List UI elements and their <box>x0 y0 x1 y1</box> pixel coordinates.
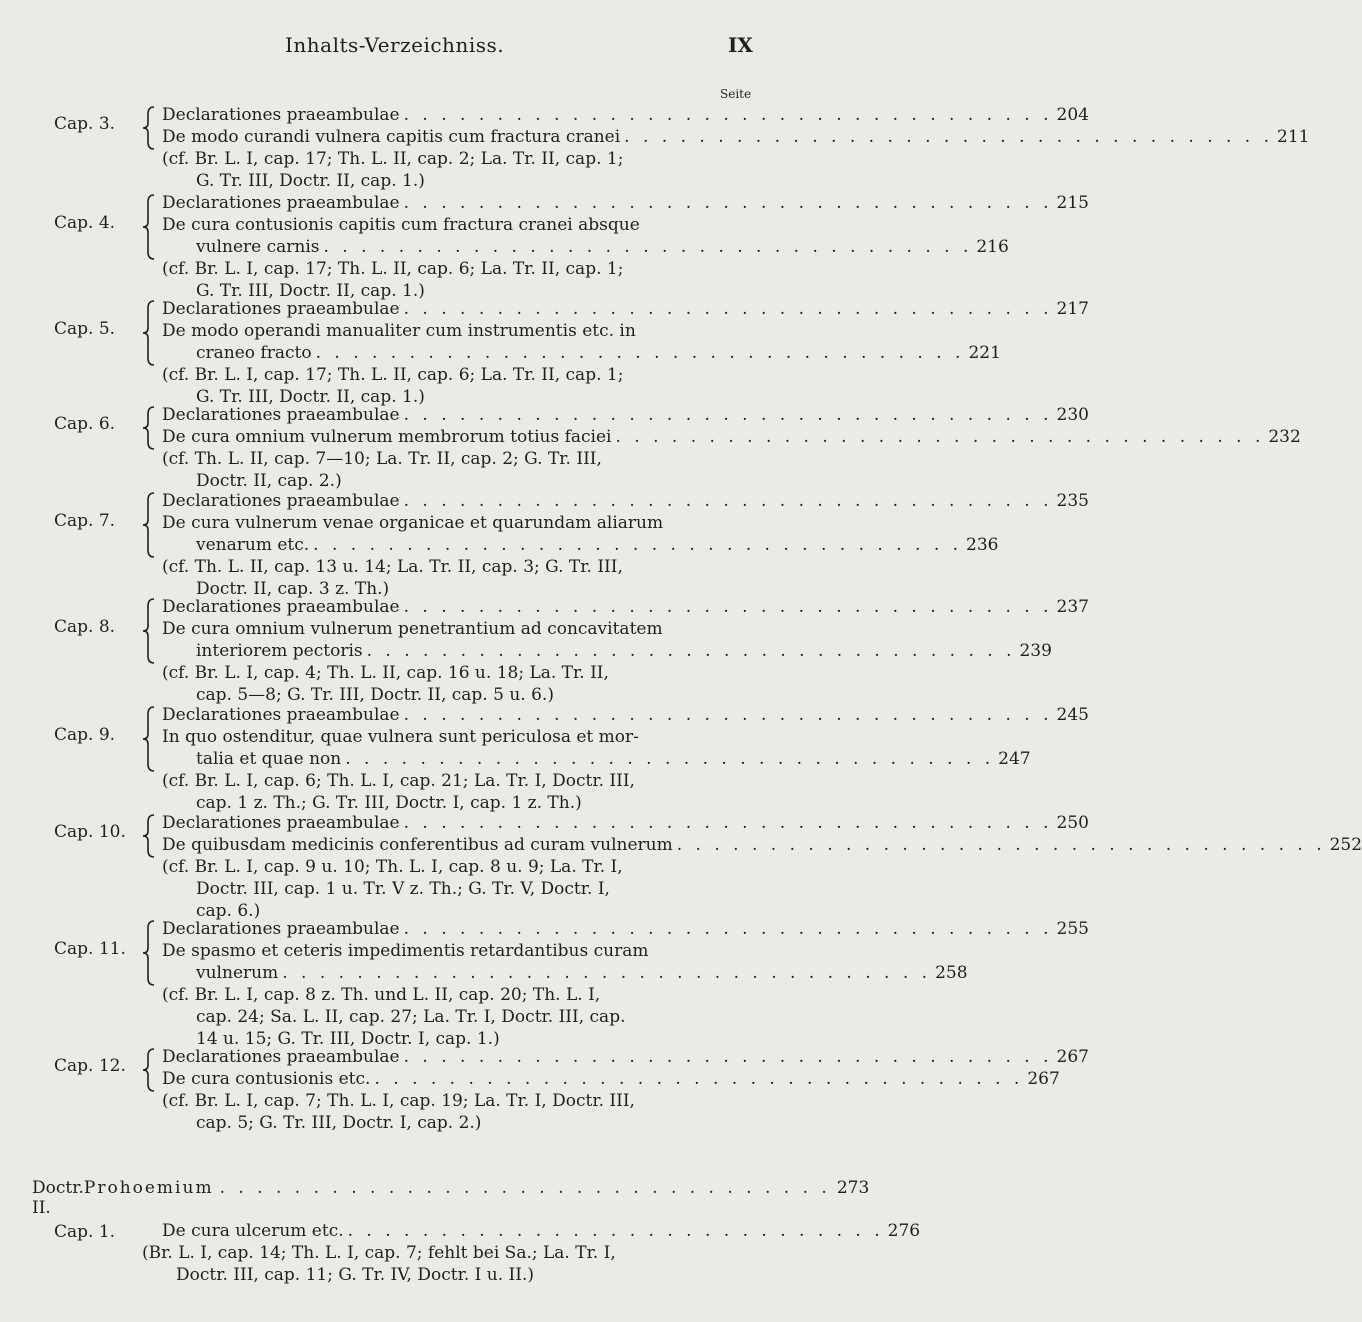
toc-line-page: 239 <box>1019 641 1052 661</box>
toc-line <box>162 1046 1089 1068</box>
chapter-label: Cap. 4. <box>54 213 116 233</box>
leader-dots: . . . . . . . . . . . . . . . . . . . . . . . . . . . . . . . . . . . <box>403 813 1053 833</box>
doctrina-2-row <box>32 1178 870 1218</box>
leader-dots: . . . . . . . . . . . . . . . . . . . . . . . . . . . . . . . . . . . <box>624 127 1274 147</box>
toc-line <box>162 1068 1060 1090</box>
toc-line-page: 230 <box>1056 405 1089 425</box>
toc-line-text: De modo curandi vulnera capitis cum fractura cranei <box>162 127 621 147</box>
toc-line <box>162 192 1089 214</box>
reference-line: 14 u. 15; G. Tr. III, Doctr. I, cap. 1.) <box>196 1029 500 1049</box>
toc-line-text: vulnerum <box>196 963 279 983</box>
toc-line-text: De modo operandi manualiter cum instrumentis etc. in <box>162 321 636 341</box>
chapter-label: Cap. 11. <box>54 939 126 959</box>
toc-line <box>162 596 1089 618</box>
leader-dots: . . . . . . . . . . . . . . . . . . . . . . . . . . . . . . . . . . . <box>403 105 1053 125</box>
brace-icon <box>142 492 156 558</box>
toc-line <box>162 126 1310 148</box>
toc-line-text: Declarationes praeambulae <box>162 919 400 939</box>
toc-line-text: Declarationes praeambulae <box>162 491 400 511</box>
leader-dots: . . . . . . . . . . . . . . . . . . . . . . . . . . . . . . . . . . . <box>403 299 1053 319</box>
reference-line: Doctr. II, cap. 2.) <box>196 471 342 491</box>
toc-line <box>162 704 1089 726</box>
leader-dots: . . . . . . . . . . . . . . . . . . . . . . . . . . . . . . . . . . . <box>282 963 932 983</box>
leader-dots: . . . . . . . . . . . . . . . . . . . . . . . . . . . . . . . . . . . <box>313 535 963 555</box>
toc-line-page: 252 <box>1329 835 1362 855</box>
reference-line: cap. 24; Sa. L. II, cap. 27; La. Tr. I, Doctr. III, cap. <box>196 1007 626 1027</box>
brace-icon <box>142 598 156 664</box>
chapter-label: Cap. 5. <box>54 319 116 339</box>
toc-line-text: talia et quae non <box>196 749 342 769</box>
doctrina-label: Doctr. II. <box>32 1178 84 1218</box>
toc-line-page: 221 <box>968 343 1001 363</box>
toc-line <box>162 320 740 342</box>
reference-line: cap. 5—8; G. Tr. III, Doctr. II, cap. 5 u. 6.) <box>196 685 554 705</box>
toc-line <box>162 342 1001 364</box>
leader-dots: . . . . . . . . . . . . . . . . . . . . . . . . . . . . . <box>347 1221 884 1241</box>
toc-line-page: 267 <box>1056 1047 1089 1067</box>
reference-line: (cf. Br. L. I, cap. 6; Th. L. I, cap. 21; La. Tr. I, Doctr. III, <box>162 771 635 791</box>
chapter-label: Cap. 3. <box>54 114 116 134</box>
reference-line: (cf. Br. L. I, cap. 4; Th. L. II, cap. 16 u. 18; La. Tr. II, <box>162 663 609 683</box>
running-header-title: Inhalts-Verzeichniss. <box>285 33 505 57</box>
leader-dots: . . . . . . . . . . . . . . . . . . . . . . . . . . . . . . . . . . . <box>403 597 1053 617</box>
reference-line: (cf. Br. L. I, cap. 7; Th. L. I, cap. 19; La. Tr. I, Doctr. III, <box>162 1091 635 1111</box>
reference-line: (cf. Br. L. I, cap. 17; Th. L. II, cap. 2; La. Tr. II, cap. 1; <box>162 149 624 169</box>
chapter-entry <box>162 192 1089 302</box>
toc-line <box>162 490 1089 512</box>
leader-dots: . . . . . . . . . . . . . . . . . . . . . . . . . . . . . . . . . . . <box>676 835 1326 855</box>
toc-line-text: Declarationes praeambulae <box>162 405 400 425</box>
leader-dots: . . . . . . . . . . . . . . . . . . . . . . . . . . . . . . . . . . . <box>315 343 965 363</box>
toc-line-text: craneo fracto <box>196 343 312 363</box>
chapter-entry <box>162 918 1089 1050</box>
toc-line-text: Declarationes praeambulae <box>162 1047 400 1067</box>
toc-line <box>162 236 1009 258</box>
reference-line: G. Tr. III, Doctr. II, cap. 1.) <box>196 171 425 191</box>
toc-line-text: De cura contusionis capitis cum fractura cranei absque <box>162 215 640 235</box>
leader-dots: . . . . . . . . . . . . . . . . . . . . . . . . . . . . . . . . . . . <box>403 705 1053 725</box>
reference-line: Doctr. II, cap. 3 z. Th.) <box>196 579 390 599</box>
chapter-entry <box>162 704 1089 814</box>
toc-line <box>162 404 1089 426</box>
toc-line-page: 255 <box>1056 919 1089 939</box>
chapter-label: Cap. 8. <box>54 617 116 637</box>
toc-line-text: De cura vulnerum venae organicae et quarundam aliarum <box>162 513 664 533</box>
brace-icon <box>142 300 156 366</box>
reference-line: cap. 1 z. Th.; G. Tr. III, Doctr. I, cap. 1 z. Th.) <box>196 793 582 813</box>
toc-line <box>162 918 1089 940</box>
reference-line: (Br. L. I, cap. 14; Th. L. I, cap. 7; fehlt bei Sa.; La. Tr. I, <box>142 1243 616 1263</box>
toc-line-text: vulnere carnis <box>196 237 320 257</box>
toc-line-text: Declarationes praeambulae <box>162 705 400 725</box>
reference-line: Doctr. III, cap. 11; G. Tr. IV, Doctr. I u. II.) <box>176 1265 534 1285</box>
chapter-label: Cap. 9. <box>54 725 116 745</box>
reference-line: cap. 5; G. Tr. III, Doctr. I, cap. 2.) <box>196 1113 482 1133</box>
chapter-label: Cap. 7. <box>54 511 116 531</box>
leader-dots: . . . . . . . . . . . . . . . . . . . . . . . . . . . . . . . . . . . <box>403 919 1053 939</box>
toc-line <box>162 618 740 640</box>
leader-dots: . . . . . . . . . . . . . . . . . . . . . . . . . . . . . . . . . . . <box>345 749 995 769</box>
toc-line-page: 235 <box>1056 491 1089 511</box>
toc-line-page: 247 <box>998 749 1031 769</box>
toc-line <box>162 534 999 556</box>
toc-line-text: De spasmo et ceteris impedimentis retardantibus curam <box>162 941 649 961</box>
chapter-label: Cap. 1. <box>54 1222 116 1242</box>
page-number: IX <box>728 33 753 57</box>
toc-line-text: De quibusdam medicinis conferentibus ad curam vulnerum <box>162 835 673 855</box>
toc-line <box>162 834 1362 856</box>
toc-line-page: 211 <box>1277 127 1310 147</box>
toc-line-page: 276 <box>887 1221 921 1241</box>
toc-line-text: Declarationes praeambulae <box>162 813 400 833</box>
toc-line-text: De cura ulcerum etc. <box>162 1221 344 1241</box>
toc-line-text: In quo ostenditur, quae vulnera sunt periculosa et mor- <box>162 727 639 747</box>
reference-line: (cf. Br. L. I, cap. 8 z. Th. und L. II, cap. 20; Th. L. I, <box>162 985 601 1005</box>
toc-line-page: 232 <box>1268 427 1301 447</box>
toc-line-text: De cura omnium vulnerum penetrantium ad concavitatem <box>162 619 663 639</box>
toc-line <box>162 298 1089 320</box>
leader-dots: . . . . . . . . . . . . . . . . . . . . . . . . . . . . . . . . . <box>219 1178 831 1198</box>
toc-line <box>162 426 1301 448</box>
chapter-label: Cap. 12. <box>54 1056 126 1076</box>
reference-line: (cf. Br. L. I, cap. 9 u. 10; Th. L. I, cap. 8 u. 9; La. Tr. I, <box>162 857 623 877</box>
reference-line: (cf. Br. L. I, cap. 17; Th. L. II, cap. 6; La. Tr. II, cap. 1; <box>162 365 624 385</box>
toc-line <box>162 962 968 984</box>
chapter-entry <box>162 1220 921 1242</box>
doctrina-title: Prohoemium <box>83 1178 214 1198</box>
toc-line-page: 250 <box>1056 813 1089 833</box>
toc-line-text: Declarationes praeambulae <box>162 597 400 617</box>
toc-line-page: 245 <box>1056 705 1089 725</box>
toc-line-page: 204 <box>1056 105 1089 125</box>
toc-line <box>162 640 1052 662</box>
chapter-label: Cap. 10. <box>54 822 126 842</box>
brace-icon <box>142 406 156 450</box>
brace-icon <box>142 194 156 260</box>
toc-line-text: De cura omnium vulnerum membrorum totius faciei <box>162 427 612 447</box>
toc-line-text: Declarationes praeambulae <box>162 299 400 319</box>
reference-line: (cf. Th. L. II, cap. 7—10; La. Tr. II, cap. 2; G. Tr. III, <box>162 449 602 469</box>
toc-line <box>162 1220 921 1242</box>
toc-line-text: Declarationes praeambulae <box>162 193 400 213</box>
chapter-entry <box>162 298 1089 408</box>
leader-dots: . . . . . . . . . . . . . . . . . . . . . . . . . . . . . . . . . . . <box>366 641 1016 661</box>
toc-line <box>162 812 1089 834</box>
leader-dots: . . . . . . . . . . . . . . . . . . . . . . . . . . . . . . . . . . . <box>374 1069 1024 1089</box>
toc-line-page: 236 <box>966 535 999 555</box>
leader-dots: . . . . . . . . . . . . . . . . . . . . . . . . . . . . . . . . . . . <box>403 405 1053 425</box>
toc-line-page: 258 <box>935 963 968 983</box>
toc-line <box>162 940 740 962</box>
leader-dots: . . . . . . . . . . . . . . . . . . . . . . . . . . . . . . . . . . . <box>403 491 1053 511</box>
chapter-entry <box>162 104 1310 192</box>
reference-line: Doctr. III, cap. 1 u. Tr. V z. Th.; G. Tr. V, Doctr. I, <box>196 879 610 899</box>
toc-line <box>162 512 740 534</box>
chapter-entry <box>162 490 1089 600</box>
chapter-entry <box>162 1046 1089 1134</box>
reference-line: G. Tr. III, Doctr. II, cap. 1.) <box>196 281 425 301</box>
toc-line-text: Declarationes praeambulae <box>162 105 400 125</box>
toc-line-text: De cura contusionis etc. <box>162 1069 371 1089</box>
reference-line: G. Tr. III, Doctr. II, cap. 1.) <box>196 387 425 407</box>
toc-line-text: venarum etc. <box>196 535 310 555</box>
chapter-entry <box>162 596 1089 706</box>
brace-icon <box>142 1048 156 1092</box>
chapter-label: Cap. 6. <box>54 414 116 434</box>
toc-line <box>162 726 740 748</box>
brace-icon <box>142 920 156 986</box>
toc-line <box>162 214 740 236</box>
brace-icon <box>142 706 156 772</box>
leader-dots: . . . . . . . . . . . . . . . . . . . . . . . . . . . . . . . . . . . <box>403 1047 1053 1067</box>
toc-line-page: 217 <box>1056 299 1089 319</box>
seite-column-label: Seite <box>720 87 752 101</box>
chapter-entry <box>162 812 1362 922</box>
toc-line-page: 216 <box>976 237 1009 257</box>
toc-line <box>162 104 1089 126</box>
chapter-entry <box>162 404 1301 492</box>
brace-icon <box>142 814 156 858</box>
brace-icon <box>142 106 156 150</box>
toc-line <box>162 748 1031 770</box>
reference-line: (cf. Th. L. II, cap. 13 u. 14; La. Tr. II, cap. 3; G. Tr. III, <box>162 557 623 577</box>
toc-line-page: 237 <box>1056 597 1089 617</box>
reference-line: (cf. Br. L. I, cap. 17; Th. L. II, cap. 6; La. Tr. II, cap. 1; <box>162 259 624 279</box>
toc-line-text: interiorem pectoris <box>196 641 363 661</box>
doctrina-page: 273 <box>836 1178 870 1198</box>
toc-line-page: 267 <box>1027 1069 1060 1089</box>
leader-dots: . . . . . . . . . . . . . . . . . . . . . . . . . . . . . . . . . . . <box>323 237 973 257</box>
reference-line: cap. 6.) <box>196 901 261 921</box>
leader-dots: . . . . . . . . . . . . . . . . . . . . . . . . . . . . . . . . . . . <box>615 427 1265 447</box>
leader-dots: . . . . . . . . . . . . . . . . . . . . . . . . . . . . . . . . . . . <box>403 193 1053 213</box>
toc-line-page: 215 <box>1056 193 1089 213</box>
